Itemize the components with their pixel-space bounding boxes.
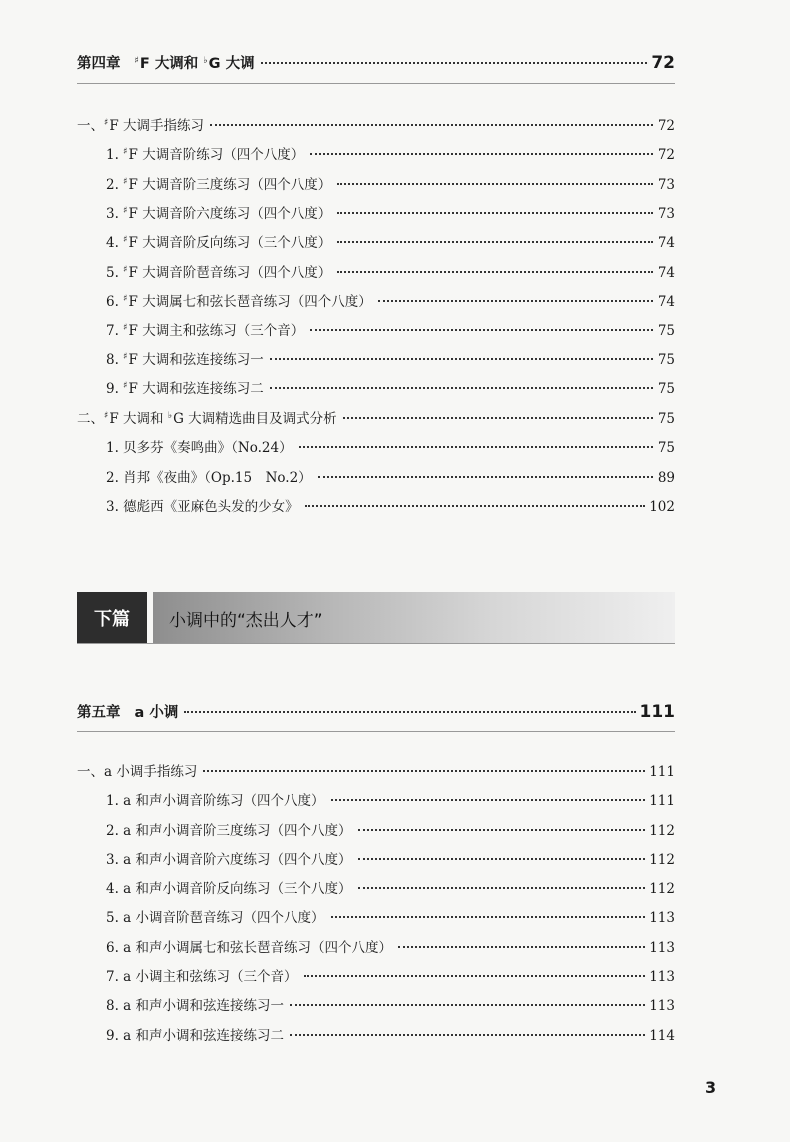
sharp-sign: ♯	[123, 177, 128, 187]
toc-entry-item[interactable]	[106, 143, 675, 163]
page-ref: 89	[657, 470, 675, 486]
toc-entry-item[interactable]	[106, 1024, 675, 1044]
toc-entry-item[interactable]	[106, 789, 675, 809]
toc-entry-item[interactable]	[106, 495, 675, 515]
item-title: 4. ♯F 大调音阶反向练习（三个八度）	[106, 235, 332, 251]
page-ref: 111	[649, 793, 675, 809]
toc-entry-item[interactable]	[106, 202, 675, 222]
banner-underline	[77, 643, 675, 644]
page-ref: 112	[649, 852, 675, 868]
toc-entry-item[interactable]	[106, 173, 675, 193]
sharp-sign: ♯	[123, 323, 128, 333]
dot-leader	[378, 300, 653, 302]
dot-leader	[358, 829, 646, 831]
page-ref: 75	[657, 323, 675, 339]
item-title: 1. ♯F 大调音阶练习（四个八度）	[106, 147, 305, 163]
page-number: 3	[705, 1078, 717, 1097]
page-ref: 112	[649, 823, 675, 839]
chapter-divider	[77, 731, 675, 732]
item-title: 1. a 和声小调音阶练习（四个八度）	[106, 793, 325, 809]
page-ref: 113	[649, 910, 675, 926]
sharp-sign: ♯	[123, 206, 128, 216]
item-title: 2. 肖邦《夜曲》（Op.15 No.2）	[106, 470, 312, 486]
dot-leader	[270, 358, 653, 360]
item-title: 9. ♯F 大调和弦连接练习二	[106, 381, 264, 397]
toc-entry-item[interactable]	[106, 436, 675, 456]
page-ref: 112	[649, 881, 675, 897]
dot-leader	[337, 271, 653, 273]
item-title: 4. a 和声小调音阶反向练习（三个八度）	[106, 881, 352, 897]
item-title: 8. ♯F 大调和弦连接练习一	[106, 352, 264, 368]
toc-entry-item[interactable]	[106, 377, 675, 397]
toc-entry-item[interactable]	[106, 936, 675, 956]
page-ref: 113	[649, 969, 675, 985]
item-title: 5. a 小调音阶琶音练习（四个八度）	[106, 910, 325, 926]
page-ref: 75	[657, 411, 675, 427]
sharp-sign: ♯	[104, 411, 109, 421]
dot-leader	[210, 124, 653, 126]
chapter-divider	[77, 83, 675, 84]
dot-leader	[398, 946, 645, 948]
page-ref: 74	[657, 294, 675, 310]
dot-leader	[337, 183, 653, 185]
item-title: 3. a 和声小调音阶六度练习（四个八度）	[106, 852, 352, 868]
page-ref: 72	[657, 147, 675, 163]
item-title: 6. a 和声小调属七和弦长琶音练习（四个八度）	[106, 940, 393, 956]
page-ref: 72	[651, 53, 675, 73]
sharp-sign: ♯	[104, 118, 109, 128]
dot-leader	[337, 241, 653, 243]
dot-leader	[310, 153, 653, 155]
dot-leader	[290, 1034, 645, 1036]
dot-leader	[310, 329, 653, 331]
page-ref: 75	[657, 352, 675, 368]
dot-leader	[358, 887, 646, 889]
page-ref: 111	[639, 702, 675, 722]
sharp-sign: ♯	[123, 381, 128, 391]
toc-entry-section[interactable]	[77, 114, 675, 134]
toc-entry-item[interactable]	[106, 348, 675, 368]
item-title: 3. 德彪西《亚麻色头发的少女》	[106, 499, 299, 515]
dot-leader	[270, 387, 653, 389]
item-title: 7. ♯F 大调主和弦练习（三个音）	[106, 323, 305, 339]
dot-leader	[337, 212, 653, 214]
item-title: 1. 贝多芬《奏鸣曲》（No.24）	[106, 440, 293, 456]
toc-entry-item[interactable]	[106, 877, 675, 897]
dot-leader	[318, 476, 653, 478]
toc-entry-item[interactable]	[106, 906, 675, 926]
page-ref: 72	[657, 118, 675, 134]
toc-entry-chapter-5[interactable]	[77, 701, 675, 722]
page-ref: 102	[649, 499, 675, 515]
item-title: 6. ♯F 大调属七和弦长琶音练习（四个八度）	[106, 294, 372, 310]
dot-leader	[343, 417, 653, 419]
toc-entry-item[interactable]	[106, 261, 675, 281]
toc-entry-item[interactable]	[106, 994, 675, 1014]
dot-leader	[299, 446, 653, 448]
dot-leader	[261, 62, 648, 64]
flat-sign: ♭	[203, 56, 208, 66]
item-title: 8. a 和声小调和弦连接练习一	[106, 998, 285, 1014]
toc-entry-chapter-4[interactable]	[77, 52, 675, 73]
dot-leader	[184, 711, 635, 713]
toc-entry-item[interactable]	[106, 848, 675, 868]
page-ref: 113	[649, 940, 675, 956]
part-banner	[77, 592, 675, 644]
page-ref: 114	[649, 1028, 675, 1044]
page-ref: 74	[657, 235, 675, 251]
flat-sign: ♭	[167, 411, 173, 421]
item-title: 9. a 和声小调和弦连接练习二	[106, 1028, 285, 1044]
item-title: 3. ♯F 大调音阶六度练习（四个八度）	[106, 206, 332, 222]
dot-leader	[203, 770, 645, 772]
sharp-sign: ♯	[123, 235, 128, 245]
part-title: 小调中的“杰出人才”	[169, 610, 323, 631]
item-title: 2. ♯F 大调音阶三度练习（四个八度）	[106, 177, 332, 193]
sharp-sign: ♯	[123, 147, 128, 157]
dot-leader	[304, 975, 646, 977]
dot-leader	[305, 505, 646, 507]
chapter-number: 第四章	[77, 56, 121, 72]
page-ref: 74	[657, 265, 675, 281]
item-title: 2. a 和声小调音阶三度练习（四个八度）	[106, 823, 352, 839]
toc-entry-item[interactable]	[106, 466, 675, 486]
sharp-sign: ♯	[123, 265, 128, 275]
page-ref: 75	[657, 440, 675, 456]
toc-entry-section[interactable]	[77, 760, 675, 780]
toc-entry-item[interactable]	[106, 965, 675, 985]
page-ref: 73	[657, 177, 675, 193]
toc-entry-item[interactable]	[106, 290, 675, 310]
toc-entry-item[interactable]	[106, 231, 675, 251]
dot-leader	[358, 858, 646, 860]
chapter-number: 第五章	[77, 705, 121, 721]
section-title: 二、♯F 大调和 ♭G 大调精选曲目及调式分析	[77, 411, 337, 427]
section-title: 一、♯F 大调手指练习	[77, 118, 205, 134]
toc-entry-item[interactable]	[106, 319, 675, 339]
dot-leader	[290, 1004, 645, 1006]
part-label: 下篇	[77, 592, 147, 644]
sharp-sign: ♯	[134, 56, 139, 66]
page-ref: 113	[649, 998, 675, 1014]
sharp-sign: ♯	[123, 294, 128, 304]
item-title: 5. ♯F 大调音阶琶音练习（四个八度）	[106, 265, 332, 281]
dot-leader	[331, 799, 646, 801]
toc-entry-section[interactable]	[77, 407, 675, 427]
item-title: 7. a 小调主和弦练习（三个音）	[106, 969, 298, 985]
page-ref: 73	[657, 206, 675, 222]
section-title: 一、a 小调手指练习	[77, 764, 198, 780]
page-ref: 75	[657, 381, 675, 397]
chapter-title: a 小调	[134, 705, 179, 721]
dot-leader	[331, 916, 646, 918]
part-title-bar	[153, 592, 675, 644]
chapter-title: ♯F 大调和 ♭G 大调	[134, 56, 255, 72]
sharp-sign: ♯	[123, 352, 128, 362]
page-ref: 111	[649, 764, 675, 780]
toc-entry-item[interactable]	[106, 819, 675, 839]
